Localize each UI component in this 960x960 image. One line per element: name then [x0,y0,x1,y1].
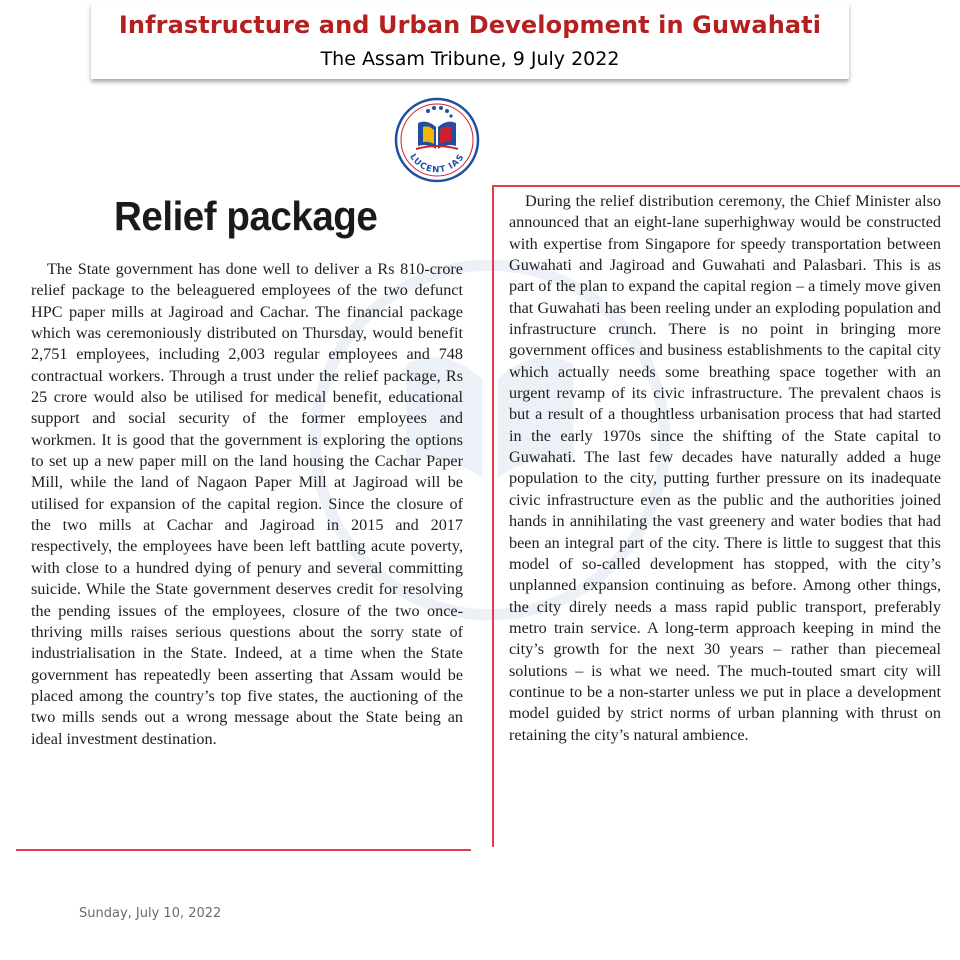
header-box [91,3,849,79]
right-column-rule-top [492,185,960,187]
footer-date: Sunday, July 10, 2022 [79,906,222,921]
page-title: Infrastructure and Urban Development in Guwahati [118,11,822,39]
left-column-rule [16,849,471,851]
right-column-rule-vertical [492,185,494,847]
article-right-column: During the relief distribution ceremony, the Chief Minister also announced that an eight-lane superhighway would be constructed with expertise from Singapore for speedy transportation between Guwahati and Jagiroad and Guwahati and Palasbari. This is as part of the plan to expand the capital region – a timely move given that Guwahati has been reeling under an exploding population and infrastructure crunch. There is no point in bringing more government offices and business establishments to the capital city which actually needs some breathing space together with an urgent revamp of its civic infrastructure. The prevalent chaos is but a result of a thoughtless urbanisation process that had started in the early 1970s since the shifting of the State capital to Guwahati. The last few decades have naturally added a huge population to the city, putting further pressure on its inadequate civic infrastructure even as the public and the authorities joined hands in annihilating the vast greenery and water bodies that had been an integral part of the city. There is little to suggest that this model of so-called development has stopped, with the city’s unplanned expansion continuing as before. Among other things, the city direly needs a mass rapid public transport, preferably metro train service. A long-term approach keeping in mind the city’s growth for the next 30 years – rather than piecemeal solutions – is what we need. The much-touted smart city will continue to be a non-starter unless we put in place a development model guided by strict norms of urban planning with thrust on retaining the city’s natural ambience. [509,192,941,744]
article-headline: Relief package [114,193,378,239]
logo-text: LUCENT IAS [407,152,467,176]
article-left-column: The State government has done well to deliver a Rs 810-crore relief package to the beleaguered employees of the two defunct HPC paper mills at Jagiroad and Cachar. The financial package which was ceremoniously distributed on Thursday, would benefit 2,751 employees, including 2,003 regular employees and 748 contractual workers. Through a trust under the relief package, Rs 25 crore would also be utilised for medical benefit, educational support and social security of the former employees and workmen. It is good that the government is exploring the options to set up a new paper mill on the land housing the Cachar Paper Mill, while the land of Nagaon Paper Mill at Jagiroad will be utilised for expansion of the capital region. Since the closure of the two mills at Cachar and Jagiroad in 2015 and 2017 respectively, the employees have been left battling acute poverty, with close to a hundred dying of penury and several committing suicide. While the State government deserves credit for resolving the pending issues of the employees, closure of the two once-thriving mills raises serious questions about the sorry state of industrialisation in the State. Indeed, at a time when the State government has repeatedly been asserting that Assam would be placed among the country’s top five states, the auctioning of the two mills sends out a wrong message about the State being an ideal investment destination. [31,260,463,748]
lucent-ias-logo [394,97,480,183]
source-subtitle: The Assam Tribune, 9 July 2022 [320,48,620,70]
